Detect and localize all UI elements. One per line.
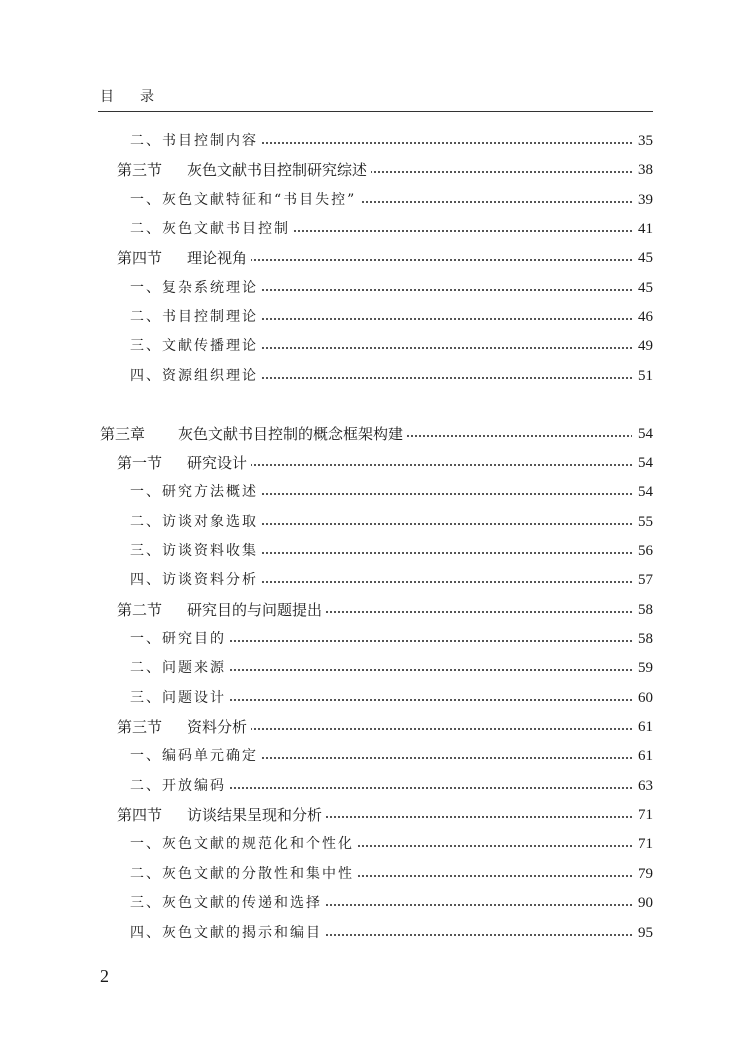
header-rule <box>98 111 653 112</box>
toc-entry-title: 三、问题设计 <box>130 690 226 706</box>
toc-entry-label <box>130 305 262 329</box>
toc-entry-page: 57 <box>632 568 653 592</box>
toc-entry-label <box>117 715 251 739</box>
toc-entry-title: 四、灰色文献的揭示和编目 <box>130 925 322 941</box>
toc-entry-page: 54 <box>632 480 653 504</box>
toc-entry-page: 46 <box>632 305 653 329</box>
toc-entry-item[interactable] <box>0 480 750 504</box>
page-number: 2 <box>100 966 109 986</box>
toc-entry-label <box>117 451 251 475</box>
toc-entry-title: 四、资源组织理论 <box>130 368 258 384</box>
toc-entry-page: 54 <box>632 422 653 446</box>
section-number: 第一节 <box>117 454 163 472</box>
section-number: 第三节 <box>117 718 163 736</box>
toc-entry-title: 一、编码单元确定 <box>130 748 258 764</box>
toc-entry-title: 二、灰色文献的分散性和集中性 <box>130 866 354 882</box>
toc-entry-label <box>130 921 326 945</box>
toc-entry-page: 39 <box>632 188 653 212</box>
toc-entry-title: 二、书目控制内容 <box>130 133 258 149</box>
toc-entry-page: 55 <box>632 510 653 534</box>
toc-entry-page: 38 <box>632 158 653 182</box>
toc-entry-label <box>130 568 262 592</box>
toc-entry-item[interactable] <box>0 744 750 768</box>
toc-entry-label <box>130 744 262 768</box>
toc-entry-label <box>130 891 326 915</box>
toc-entry-item[interactable] <box>0 862 750 886</box>
running-head-char-1: 目 <box>100 89 114 105</box>
toc-entry-item[interactable] <box>0 774 750 798</box>
toc-entry-title: 一、灰色文献特征和“书目失控” <box>130 192 357 208</box>
toc-entry-title: 一、研究方法概述 <box>130 484 258 500</box>
toc-entry-page: 51 <box>632 364 653 388</box>
toc-entry-title: 访谈结果呈现和分析 <box>187 806 323 824</box>
toc-entry-label <box>130 364 262 388</box>
section-number: 第四节 <box>117 806 163 824</box>
toc-entry-page: 60 <box>632 686 653 710</box>
section-number: 第二节 <box>117 601 163 619</box>
toc-entry-section[interactable] <box>0 451 750 475</box>
toc-entry-label <box>130 510 262 534</box>
toc-entry-page: 56 <box>632 539 653 563</box>
toc-entry-page: 61 <box>632 744 653 768</box>
toc-entry-title: 资料分析 <box>187 718 248 736</box>
toc-entry-label <box>130 774 230 798</box>
toc-entry-page: 58 <box>632 598 653 622</box>
toc-entry-item[interactable] <box>0 305 750 329</box>
toc-entry-page: 61 <box>632 715 653 739</box>
toc-entry-title: 灰色文献书目控制的概念框架构建 <box>178 425 404 443</box>
running-head-char-2: 录 <box>140 89 154 105</box>
toc-entry-item[interactable] <box>0 832 750 856</box>
toc-entry-item[interactable] <box>0 334 750 358</box>
toc-entry-item[interactable] <box>0 188 750 212</box>
toc-entry-page: 41 <box>632 217 653 241</box>
toc-entry-label <box>130 480 262 504</box>
toc-entry-title: 二、开放编码 <box>130 778 226 794</box>
toc-entry-title: 三、灰色文献的传递和选择 <box>130 895 322 911</box>
toc-entry-page: 49 <box>632 334 653 358</box>
toc-entry-label <box>130 832 358 856</box>
toc-entry-page: 63 <box>632 774 653 798</box>
toc-entry-page: 45 <box>632 246 653 270</box>
toc-entry-title: 研究设计 <box>187 454 248 472</box>
toc-entry-label <box>117 158 371 182</box>
toc-entry-title: 一、研究目的 <box>130 631 226 647</box>
toc-entry-item[interactable] <box>0 510 750 534</box>
toc-entry-label <box>130 188 360 212</box>
toc-entry-label <box>130 334 262 358</box>
chapter-number: 第三章 <box>100 425 146 443</box>
toc-entry-label <box>130 656 230 680</box>
section-number: 第三节 <box>117 161 163 179</box>
toc-entry-label <box>130 217 294 241</box>
toc-entry-page: 58 <box>632 627 653 651</box>
toc-entry-label <box>130 276 262 300</box>
toc-entry-page: 54 <box>632 451 653 475</box>
toc-entry-label <box>117 803 326 827</box>
toc-entry-item[interactable] <box>0 276 750 300</box>
toc-entry-item[interactable] <box>0 921 750 945</box>
toc-entry-section[interactable] <box>0 246 750 270</box>
toc-entry-label <box>130 539 262 563</box>
section-number: 第四节 <box>117 249 163 267</box>
toc-entry-item[interactable] <box>0 568 750 592</box>
toc-entry-section[interactable] <box>0 158 750 182</box>
toc-entry-page: 71 <box>632 803 653 827</box>
toc-entry-title: 二、书目控制理论 <box>130 309 258 325</box>
toc-entry-label <box>130 686 230 710</box>
toc-entry-label <box>100 422 407 446</box>
toc-entry-section[interactable] <box>0 803 750 827</box>
toc-entry-item[interactable] <box>0 686 750 710</box>
toc-entry-item[interactable] <box>0 217 750 241</box>
toc-entry-title: 灰色文献书目控制研究综述 <box>187 161 368 179</box>
toc-entry-title: 四、访谈资料分析 <box>130 572 258 588</box>
toc-entry-page: 95 <box>632 921 653 945</box>
toc-entry-label <box>130 862 358 886</box>
toc-entry-item[interactable] <box>0 627 750 651</box>
toc-entry-label <box>117 246 251 270</box>
toc-entry-page: 79 <box>632 862 653 886</box>
toc-entry-page: 90 <box>632 891 653 915</box>
toc-entry-title: 理论视角 <box>187 249 248 267</box>
toc-entry-title: 二、问题来源 <box>130 660 226 676</box>
toc-entry-title: 三、文献传播理论 <box>130 338 258 354</box>
toc-entry-title: 三、访谈资料收集 <box>130 543 258 559</box>
toc-entry-item[interactable] <box>0 891 750 915</box>
toc-entry-page: 59 <box>632 656 653 680</box>
toc-entry-page: 45 <box>632 276 653 300</box>
toc-entry-title: 一、复杂系统理论 <box>130 280 258 296</box>
toc-entry-title: 二、灰色文献书目控制 <box>130 221 290 237</box>
toc-entry-item[interactable] <box>0 364 750 388</box>
toc-entry-item[interactable] <box>0 539 750 563</box>
toc-entry-section[interactable] <box>0 715 750 739</box>
toc-entry-title: 一、灰色文献的规范化和个性化 <box>130 836 354 852</box>
toc-entry-page: 71 <box>632 832 653 856</box>
toc-entry-title: 研究目的与问题提出 <box>187 601 323 619</box>
toc-entry-label <box>130 129 262 153</box>
toc-entry-chapter[interactable] <box>0 422 750 446</box>
toc-entry-item[interactable] <box>0 656 750 680</box>
toc-entry-section[interactable] <box>0 598 750 622</box>
toc-entry-title: 二、访谈对象选取 <box>130 514 258 530</box>
toc-entry-item[interactable] <box>0 129 750 153</box>
toc-entry-page: 35 <box>632 129 653 153</box>
toc-entry-label <box>117 598 326 622</box>
toc-entry-label <box>130 627 230 651</box>
